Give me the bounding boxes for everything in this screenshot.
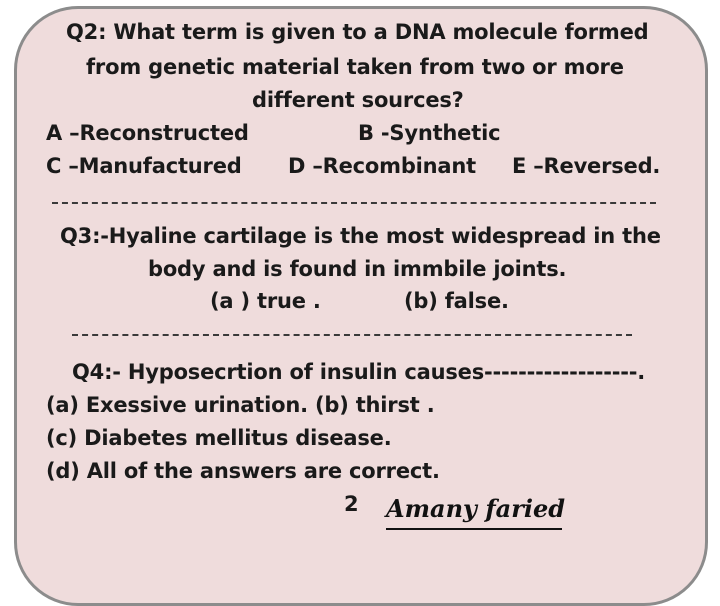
q2-option-a: A –Reconstructed bbox=[46, 121, 249, 145]
q3-option-a: (a ) true . bbox=[210, 289, 321, 313]
q3-line1: Q3:-Hyaline cartilage is the most widespread in the bbox=[60, 224, 661, 248]
q2-option-e: E –Reversed. bbox=[512, 154, 661, 178]
q2-line1: Q2: What term is given to a DNA molecule formed bbox=[66, 20, 649, 44]
q4-option-d: (d) All of the answers are correct. bbox=[46, 459, 440, 483]
q3-option-b: (b) false. bbox=[404, 289, 509, 313]
signature: Amany faried bbox=[386, 494, 566, 523]
separator-1 bbox=[52, 202, 656, 204]
page-number: 2 bbox=[344, 492, 359, 516]
q2-option-b: B -Synthetic bbox=[358, 121, 501, 145]
q4-option-ab: (a) Exessive urination. (b) thirst . bbox=[46, 393, 435, 417]
signature-underline bbox=[386, 528, 562, 530]
q2-line2: from genetic material taken from two or more bbox=[86, 55, 624, 79]
q4-line1: Q4:- Hyposecrtion of insulin causes------------------. bbox=[72, 360, 646, 384]
separator-2 bbox=[72, 334, 632, 336]
q2-option-d: D –Recombinant bbox=[288, 154, 476, 178]
q3-line2: body and is found in immbile joints. bbox=[148, 257, 567, 281]
q2-line3: different sources? bbox=[252, 88, 464, 112]
q4-option-c: (c) Diabetes mellitus disease. bbox=[46, 426, 392, 450]
q2-option-c: C –Manufactured bbox=[46, 154, 242, 178]
